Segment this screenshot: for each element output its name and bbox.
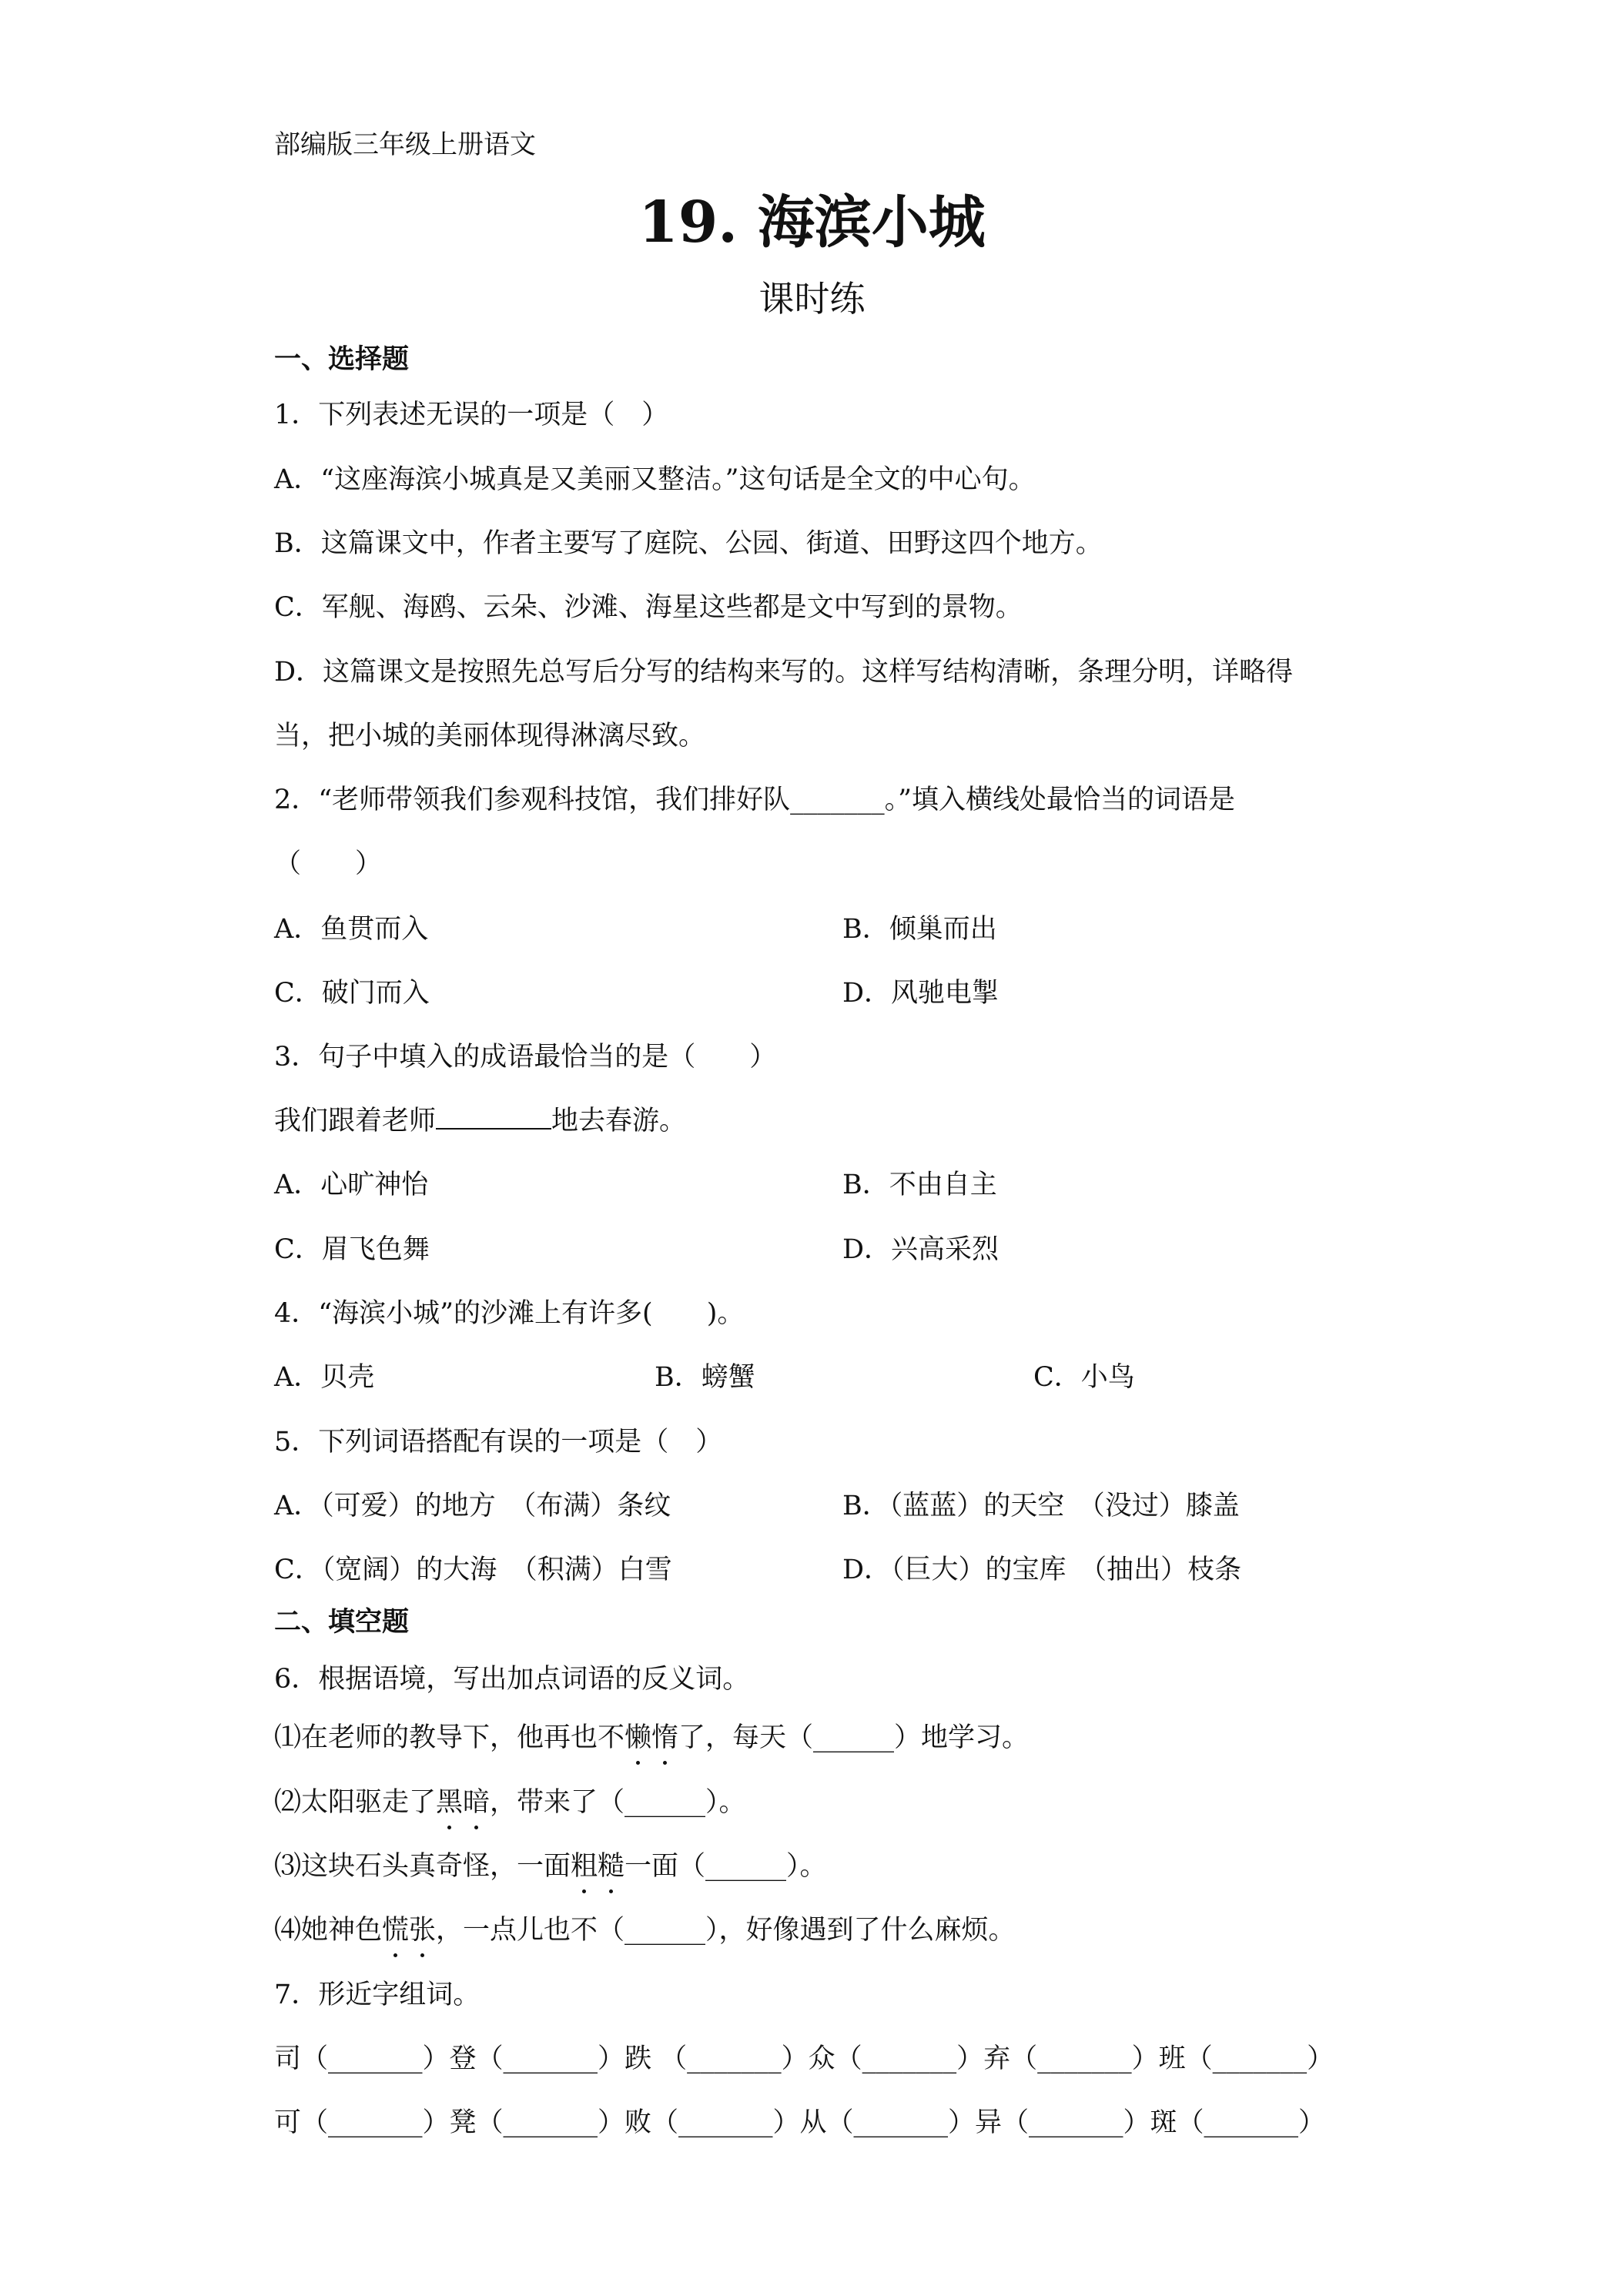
dotted-char: 张 <box>409 1915 437 1946</box>
question-5-option-a: A．（可爱）的地方 （布满）条纹 <box>274 1491 671 1521</box>
question-7-row-2: 可（_______）凳（_______）败（_______）从（_______）异（_______）斑（_______） <box>274 2107 1326 2138</box>
dotted-char: 惰 <box>651 1722 679 1753</box>
dotted-char: 慌 <box>382 1915 410 1946</box>
question-7-row-1: 司（_______）登（_______）跌 （_______）众（_______）弃（_______）班（_______） <box>274 2043 1334 2074</box>
section-heading-choice: 一、选择题 <box>274 343 410 375</box>
question-1-option-c: C．军舰、海鸥、云朵、沙滩、海星这些都是文中写到的景物。 <box>274 592 1023 623</box>
question-1-stem: 1．下列表述无误的一项是（ ） <box>274 400 669 430</box>
question-7-stem: 7．形近字组词。 <box>274 1980 481 2010</box>
question-6-stem: 6．根据语境，写出加点词语的反义词。 <box>274 1664 750 1695</box>
question-1-option-d-line2: 当，把小城的美丽体现得淋漓尽致。 <box>274 721 706 751</box>
question-4-option-b: B．螃蟹 <box>655 1362 755 1393</box>
question-1-option-a: A．“这座海滨小城真是又美丽又整洁。”这句话是全文的中心句。 <box>274 464 1036 495</box>
question-4-stem: 4．“海滨小城”的沙滩上有许多( )。 <box>274 1298 745 1329</box>
dotted-char: 暗 <box>463 1787 491 1818</box>
question-3-sentence <box>274 1105 686 1137</box>
question-6-item-1 <box>274 1722 1029 1754</box>
question-5-option-d: D．（巨大）的宝库 （抽出）枝条 <box>842 1555 1242 1585</box>
document-header: 部编版三年级上册语文 <box>274 129 536 160</box>
item-text: ⑷她神色 <box>274 1915 383 1946</box>
question-6-item-2 <box>274 1786 746 1819</box>
page-subtitle: 课时练 <box>758 278 866 320</box>
question-2-paren: （ ） <box>274 848 383 879</box>
item-text: ⑵太阳驱走了 <box>274 1787 437 1818</box>
question-3-option-c: C．眉飞色舞 <box>274 1234 430 1265</box>
question-2-option-d: D．风驰电掣 <box>842 978 1000 1009</box>
question-3-sentence-end: 地去春游。 <box>551 1106 687 1136</box>
item-text: 一面（______）。 <box>624 1851 827 1882</box>
question-3-stem: 3．句子中填入的成语最恰当的是（ ） <box>274 1042 777 1073</box>
dotted-char: 懒 <box>624 1722 652 1753</box>
question-1-option-d-line1: D．这篇课文是按照先总写后分写的结构来写的。这样写结构清晰，条理分明，详略得 <box>274 657 1294 688</box>
question-3-option-b: B．不由自主 <box>842 1170 997 1200</box>
question-2-option-c: C．破门而入 <box>274 978 430 1009</box>
answer-blank <box>436 1105 551 1130</box>
item-text: ，一点儿也不（______），好像遇到了什么麻烦。 <box>436 1915 1016 1946</box>
question-4-option-a: A．贝壳 <box>274 1362 375 1393</box>
question-5-option-b: B．（蓝蓝）的天空 （没过）膝盖 <box>842 1491 1240 1521</box>
item-text: ，带来了（______）。 <box>490 1787 746 1818</box>
dotted-char: 糙 <box>598 1851 625 1882</box>
question-3-sentence-start: 我们跟着老师 <box>274 1106 437 1136</box>
dotted-char: 黑 <box>436 1787 464 1818</box>
question-3-option-d: D．兴高采烈 <box>842 1234 1000 1265</box>
question-5-option-c: C．（宽阔）的大海 （积满）白雪 <box>274 1555 672 1585</box>
question-2-option-b: B．倾巢而出 <box>842 914 997 945</box>
question-2-stem: 2．“老师带领我们参观科技馆，我们排好队_______。”填入横线处最恰当的词语是 <box>274 785 1236 815</box>
question-3-option-a: A．心旷神怡 <box>274 1170 429 1200</box>
question-6-item-4 <box>274 1914 1016 1946</box>
question-6-item-3 <box>274 1850 827 1883</box>
item-text: 了，每天（______）地学习。 <box>678 1722 1030 1753</box>
question-2-option-a: A．鱼贯而入 <box>274 914 429 945</box>
item-text: ⑶这块石头真奇怪，一面 <box>274 1851 571 1882</box>
item-text: ⑴在老师的教导下，他再也不 <box>274 1722 625 1753</box>
section-heading-fill: 二、填空题 <box>274 1606 410 1638</box>
page-title: 19. 海滨小城 <box>638 189 986 256</box>
question-4-option-c: C．小鸟 <box>1033 1362 1135 1393</box>
dotted-char: 粗 <box>571 1851 598 1882</box>
question-1-option-b: B．这篇课文中，作者主要写了庭院、公园、街道、田野这四个地方。 <box>274 528 1103 559</box>
question-5-stem: 5．下列词语搭配有误的一项是（ ） <box>274 1427 723 1458</box>
